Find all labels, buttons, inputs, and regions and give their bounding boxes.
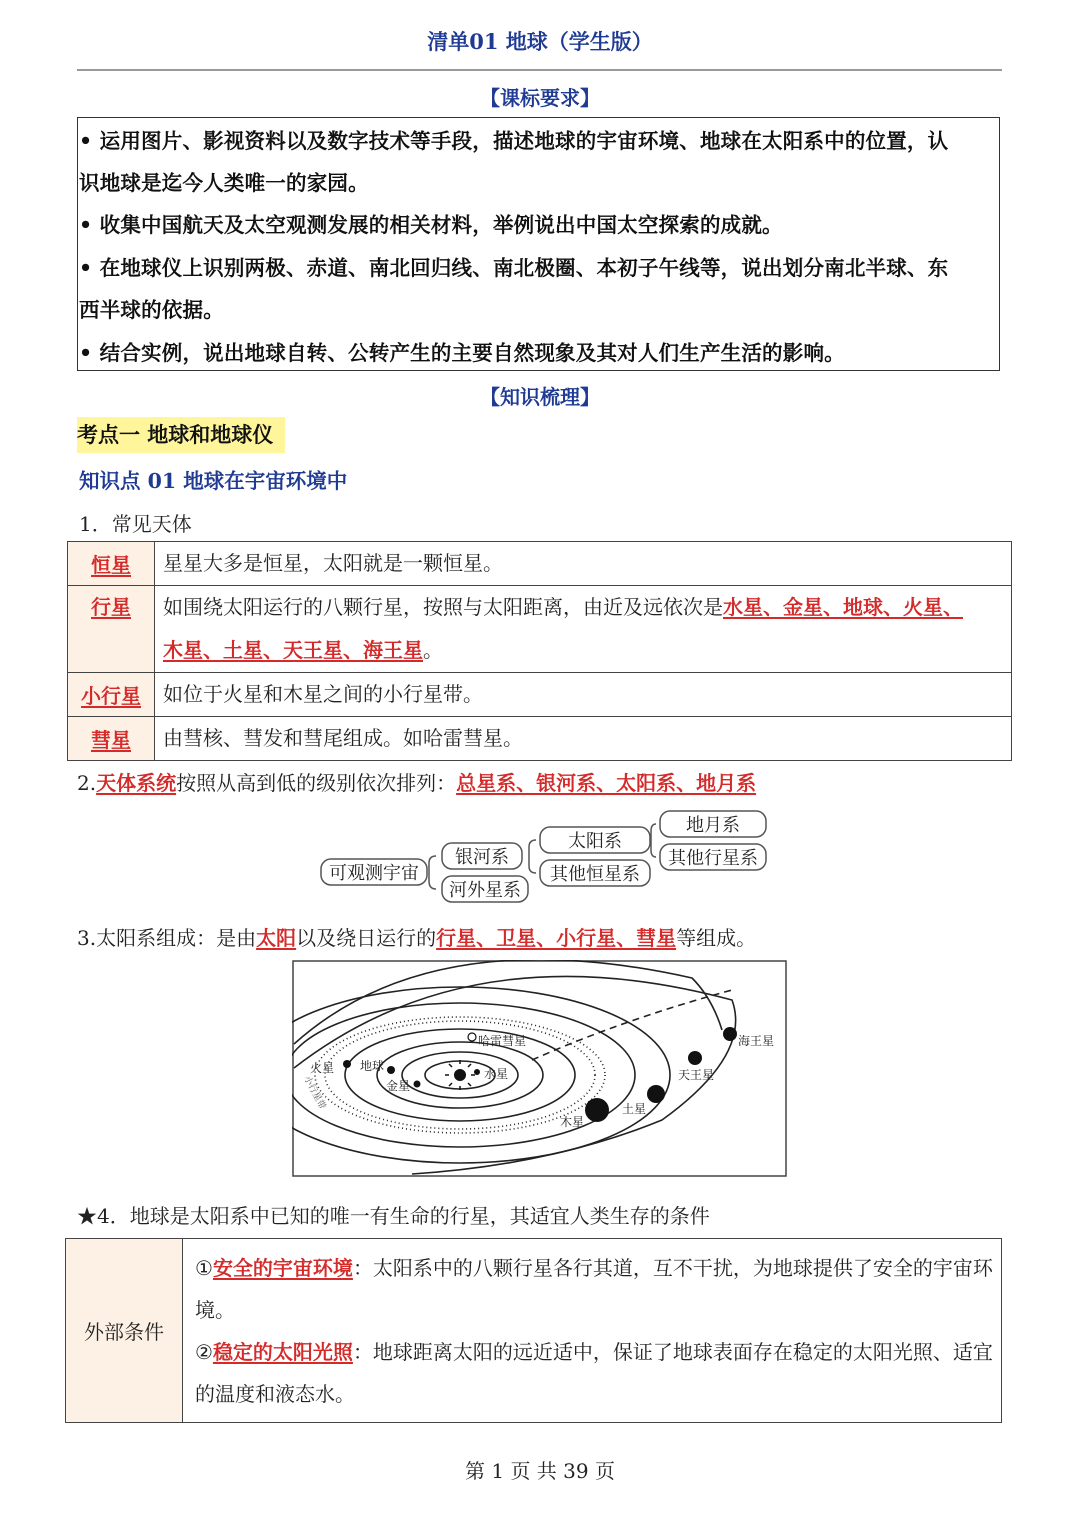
label-halley-comet: 哈雷彗星 <box>478 1034 527 1048</box>
node-observable-universe: 可观测宇宙 <box>329 863 419 884</box>
jupiter-dot <box>585 1098 609 1122</box>
requirement-line: • 收集中国航天及太空观测发展的相关材料，举例说出中国太空探索的成就。 <box>79 213 783 237</box>
requirement-line: • 运用图片、影视资料以及数字技术等手段，描述地球的宇宙环境、地球在太阳系中的位置，认 <box>79 129 949 153</box>
planet-period: 。 <box>423 638 443 662</box>
section-heading-knowledge: 【知识梳理】 <box>480 385 600 409</box>
habitability-heading: ★4．地球是太阳系中已知的唯一有生命的行星，其适宜人类生存的条件 <box>77 1204 710 1228</box>
node-solar-system: 太阳系 <box>568 831 622 852</box>
solar-system-diagram <box>292 960 787 1178</box>
table-row <box>68 673 1012 717</box>
requirement-line: 西半球的依据。 <box>79 298 224 322</box>
condition1-text: ：太阳系中的八颗行星各行其道，互不干扰，为地球提供了安全的宇宙环境。 <box>195 1255 993 1322</box>
label-mars: 火星 <box>310 1061 335 1075</box>
celestial-hierarchy-diagram <box>310 805 780 905</box>
label-earth: 地球 <box>360 1059 385 1073</box>
sun-term: 太阳 <box>256 926 297 950</box>
external-conditions-content <box>183 1239 1002 1423</box>
document-title: 清单01 地球（学生版） <box>427 29 653 54</box>
mercury-dot <box>474 1069 480 1075</box>
term-planet: 行星 <box>91 595 131 619</box>
neptune-dot <box>723 1027 737 1041</box>
earth-dot <box>387 1066 395 1074</box>
celestial-system-line <box>77 767 756 796</box>
table-value-cell: 星星大多是恒星，太阳就是一颗恒星。 <box>155 542 1012 586</box>
saturn-dot <box>647 1085 665 1103</box>
planet-answer-part1: 水星、金星、地球、火星、 <box>723 595 963 619</box>
requirement-line: • 在地球仪上识别两极、赤道、南北回归线、南北极圈、本初子午线等，说出划分南北半球、东 <box>79 256 949 280</box>
condition1-term: 安全的宇宙环境 <box>212 1255 353 1280</box>
table-key-cell <box>68 586 155 673</box>
condition1-number: ① <box>195 1255 213 1280</box>
bracket-2 <box>529 840 536 873</box>
term-comet: 彗星 <box>91 728 131 752</box>
table-key-cell <box>68 542 155 586</box>
bracket-1 <box>429 856 436 889</box>
node-other-galaxies: 河外星系 <box>449 880 521 901</box>
exam-point-heading: 考点一 地球和地球仪 <box>77 417 285 453</box>
node-other-star-systems: 其他恒星系 <box>550 864 640 885</box>
celestial-system-answer: 总星系、银河系、太阳系、地月系 <box>456 771 757 795</box>
item3-prefix: 3.太阳系组成：是由 <box>77 926 257 950</box>
item3-mid: 以及绕日运行的 <box>296 926 437 950</box>
table-value-cell: 由彗核、彗发和彗尾组成。如哈雷彗星。 <box>155 717 1012 761</box>
orbiting-bodies-answer: 行星、卫星、小行星、彗星 <box>436 926 677 950</box>
mars-dot <box>343 1060 351 1068</box>
table-row <box>68 586 1012 673</box>
term-star: 恒星 <box>91 553 131 577</box>
label-saturn: 土星 <box>622 1102 647 1116</box>
table-row <box>68 542 1012 586</box>
bracket-3 <box>651 824 656 857</box>
item3-suffix: 等组成。 <box>676 926 757 950</box>
table-row <box>68 717 1012 761</box>
habitability-table <box>65 1238 1002 1423</box>
label-asteroid-belt: 小行星带 <box>301 1074 328 1112</box>
label-neptune: 海王星 <box>738 1034 775 1048</box>
label-jupiter: 木星 <box>560 1115 585 1129</box>
solar-system-composition-line <box>77 922 756 951</box>
section-heading-requirements: 【课标要求】 <box>480 86 600 110</box>
node-earth-moon: 地月系 <box>686 815 740 836</box>
celestial-system-term: 天体系统 <box>96 771 177 795</box>
requirement-line: 识地球是迄今人类唯一的家园。 <box>79 171 369 195</box>
planet-description: 如围绕太阳运行的八颗行星，按照与太阳距离，由近及远依次是 <box>163 595 723 619</box>
node-other-planetary: 其他行星系 <box>668 848 758 869</box>
item2-mid: 按照从高到低的级别依次排列： <box>176 771 457 795</box>
term-asteroid: 小行星 <box>81 684 141 708</box>
label-venus: 金星 <box>386 1079 411 1093</box>
label-mercury: 水星 <box>484 1067 509 1081</box>
uranus-dot <box>688 1051 702 1065</box>
condition2-text: ：地球距离太阳的远近适中，保证了地球表面存在稳定的太阳光照、适宜的温度和液态水。 <box>195 1339 993 1406</box>
condition2-number: ② <box>195 1339 213 1364</box>
knowledge-point-heading: 知识点 01 地球在宇宙环境中 <box>79 469 348 493</box>
requirement-line: • 结合实例，说出地球自转、公转产生的主要自然现象及其对人们生产生活的影响。 <box>79 341 845 365</box>
table-value-cell <box>155 586 1012 673</box>
table-value-cell: 如位于火星和木星之间的小行星带。 <box>155 673 1012 717</box>
celestial-bodies-table <box>67 541 1012 761</box>
title-divider <box>77 69 1002 71</box>
table-key-cell <box>68 717 155 761</box>
planet-answer-part2: 木星、土星、天王星、海王星 <box>163 638 423 662</box>
external-conditions-label: 外部条件 <box>66 1239 183 1423</box>
table-key-cell <box>68 673 155 717</box>
label-uranus: 天王星 <box>678 1068 715 1082</box>
condition2-term: 稳定的太阳光照 <box>212 1339 353 1364</box>
halley-comet-dot <box>468 1033 476 1041</box>
venus-dot <box>414 1081 421 1088</box>
table-row <box>66 1239 1002 1423</box>
page-footer: 第 1 页 共 39 页 <box>465 1459 615 1483</box>
requirements-box <box>77 117 1000 371</box>
node-milky-way: 银河系 <box>455 847 509 868</box>
celestial-bodies-heading: 1．常见天体 <box>79 512 192 536</box>
item2-prefix: 2. <box>77 771 97 795</box>
